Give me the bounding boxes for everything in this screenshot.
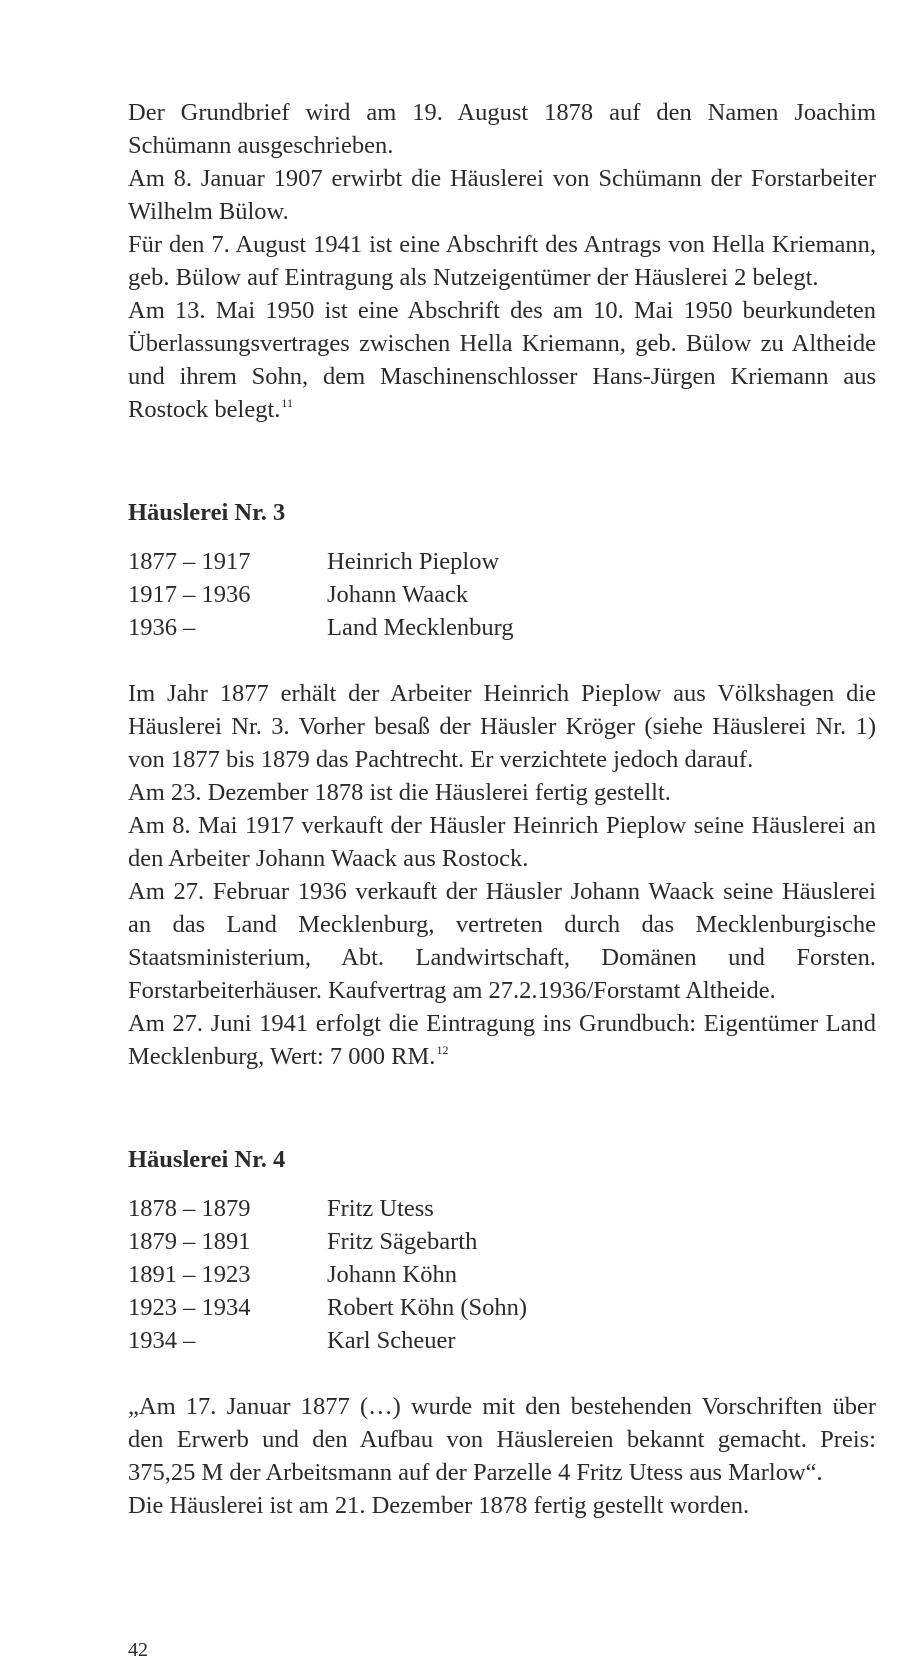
section-heading-haeuslerei-4: Häuslerei Nr. 4 (128, 1146, 286, 1173)
intro-paragraph: Der Grundbrief wird am 19. August 1878 auf den Namen Joachim Schümann ausgeschrieben. (128, 99, 876, 159)
section-paragraph: Am 27. Februar 1936 verkauft der Häusler Johann Waack seine Häuslerei an das Land Mecklenburg, vertreten durch das Mecklenburgische Staatsministerium, Abt. Landwirtschaft, Domänen und Forsten. Forstarbeiterhäuser. Kaufvertrag am 27.2.1936/Forstamt Altheide. (128, 878, 876, 1004)
section-paragraph: Im Jahr 1877 erhält der Arbeiter Heinrich Pieplow aus Völkshagen die Häuslerei Nr. 3. Vorher besaß der Häusler Kröger (siehe Häuslerei Nr. 1) von 1877 bis 1879 das Pachtrecht. Er verzichtete jedoch darauf. (128, 680, 876, 773)
footnote-marker: 11 (281, 396, 293, 410)
section-paragraph-text: Am 27. Juni 1941 erfolgt die Eintragung ins Grundbuch: Eigentümer Land Mecklenburg, Wert: 7 000 RM. (128, 1010, 876, 1070)
section-paragraph-last (128, 1007, 876, 1073)
owner-name: Fritz Utess (327, 1195, 434, 1222)
section-heading-haeuslerei-3: Häuslerei Nr. 3 (128, 499, 286, 526)
owner-name: Johann Köhn (327, 1261, 457, 1288)
intro-paragraph: Für den 7. August 1941 ist eine Abschrift des Antrags von Hella Kriemann, geb. Bülow auf Eintragung als Nutzeigentümer der Häuslerei 2 belegt. (128, 231, 876, 291)
section-paragraph: Am 8. Mai 1917 verkauft der Häusler Heinrich Pieplow seine Häuslerei an den Arbeiter Johann Waack aus Rostock. (128, 812, 876, 872)
owner-years: 1879 – 1891 (128, 1228, 251, 1255)
owner-list-haeuslerei-3 (128, 545, 876, 644)
owner-years: 1891 – 1923 (128, 1261, 251, 1288)
quotation: „Am 17. Januar 1877 (…) wurde mit den bestehenden Vorschriften über den Erwerb und den Aufbau von Häuslereien bekannt gemacht. Preis: 375,25 M der Arbeitsmann auf der Parzelle 4 Fritz Utess aus Marlow“. (128, 1393, 876, 1486)
owner-years: 1936 – (128, 614, 196, 641)
intro-paragraph: Am 8. Januar 1907 erwirbt die Häuslerei von Schümann der Forstarbeiter Wilhelm Bülow. (128, 165, 876, 225)
owner-years: 1878 – 1879 (128, 1195, 251, 1222)
owner-row (128, 1324, 876, 1357)
owner-name: Johann Waack (327, 581, 469, 608)
section-paragraph: Am 23. Dezember 1878 ist die Häuslerei fertig gestellt. (128, 779, 671, 806)
section-4-text (120, 1390, 876, 1522)
page-body (128, 96, 876, 1522)
intro-text (128, 96, 876, 426)
footnote-marker: 12 (436, 1043, 449, 1057)
owner-name: Fritz Sägebarth (327, 1228, 478, 1255)
owner-row (128, 1192, 876, 1225)
owner-years: 1923 – 1934 (128, 1294, 251, 1321)
owner-years: 1934 – (128, 1327, 196, 1354)
owner-name: Karl Scheuer (327, 1327, 456, 1354)
owner-years: 1917 – 1936 (128, 581, 251, 608)
owner-years: 1877 – 1917 (128, 548, 251, 575)
owner-row (128, 1225, 876, 1258)
owner-row (128, 1291, 876, 1324)
owner-row (128, 578, 876, 611)
intro-paragraph-text: Am 13. Mai 1950 ist eine Abschrift des am 10. Mai 1950 beurkundeten Überlassungsvertrages zwischen Hella Kriemann, geb. Bülow zu Altheide und ihrem Sohn, dem Maschinenschlosser Hans-Jürgen Kriemann aus Rostock belegt. (128, 297, 876, 423)
section-3-text (128, 677, 876, 1073)
closing-sentence: Die Häuslerei ist am 21. Dezember 1878 fertig gestellt worden. (128, 1492, 750, 1519)
page-number: 42 (128, 1639, 148, 1661)
intro-paragraph-last (128, 294, 876, 426)
owner-list-haeuslerei-4 (128, 1192, 876, 1357)
owner-name: Land Mecklenburg (327, 614, 514, 641)
owner-row (128, 611, 876, 644)
owner-row (128, 545, 876, 578)
owner-name: Heinrich Pieplow (327, 548, 500, 575)
owner-name: Robert Köhn (Sohn) (327, 1294, 528, 1321)
owner-row (128, 1258, 876, 1291)
